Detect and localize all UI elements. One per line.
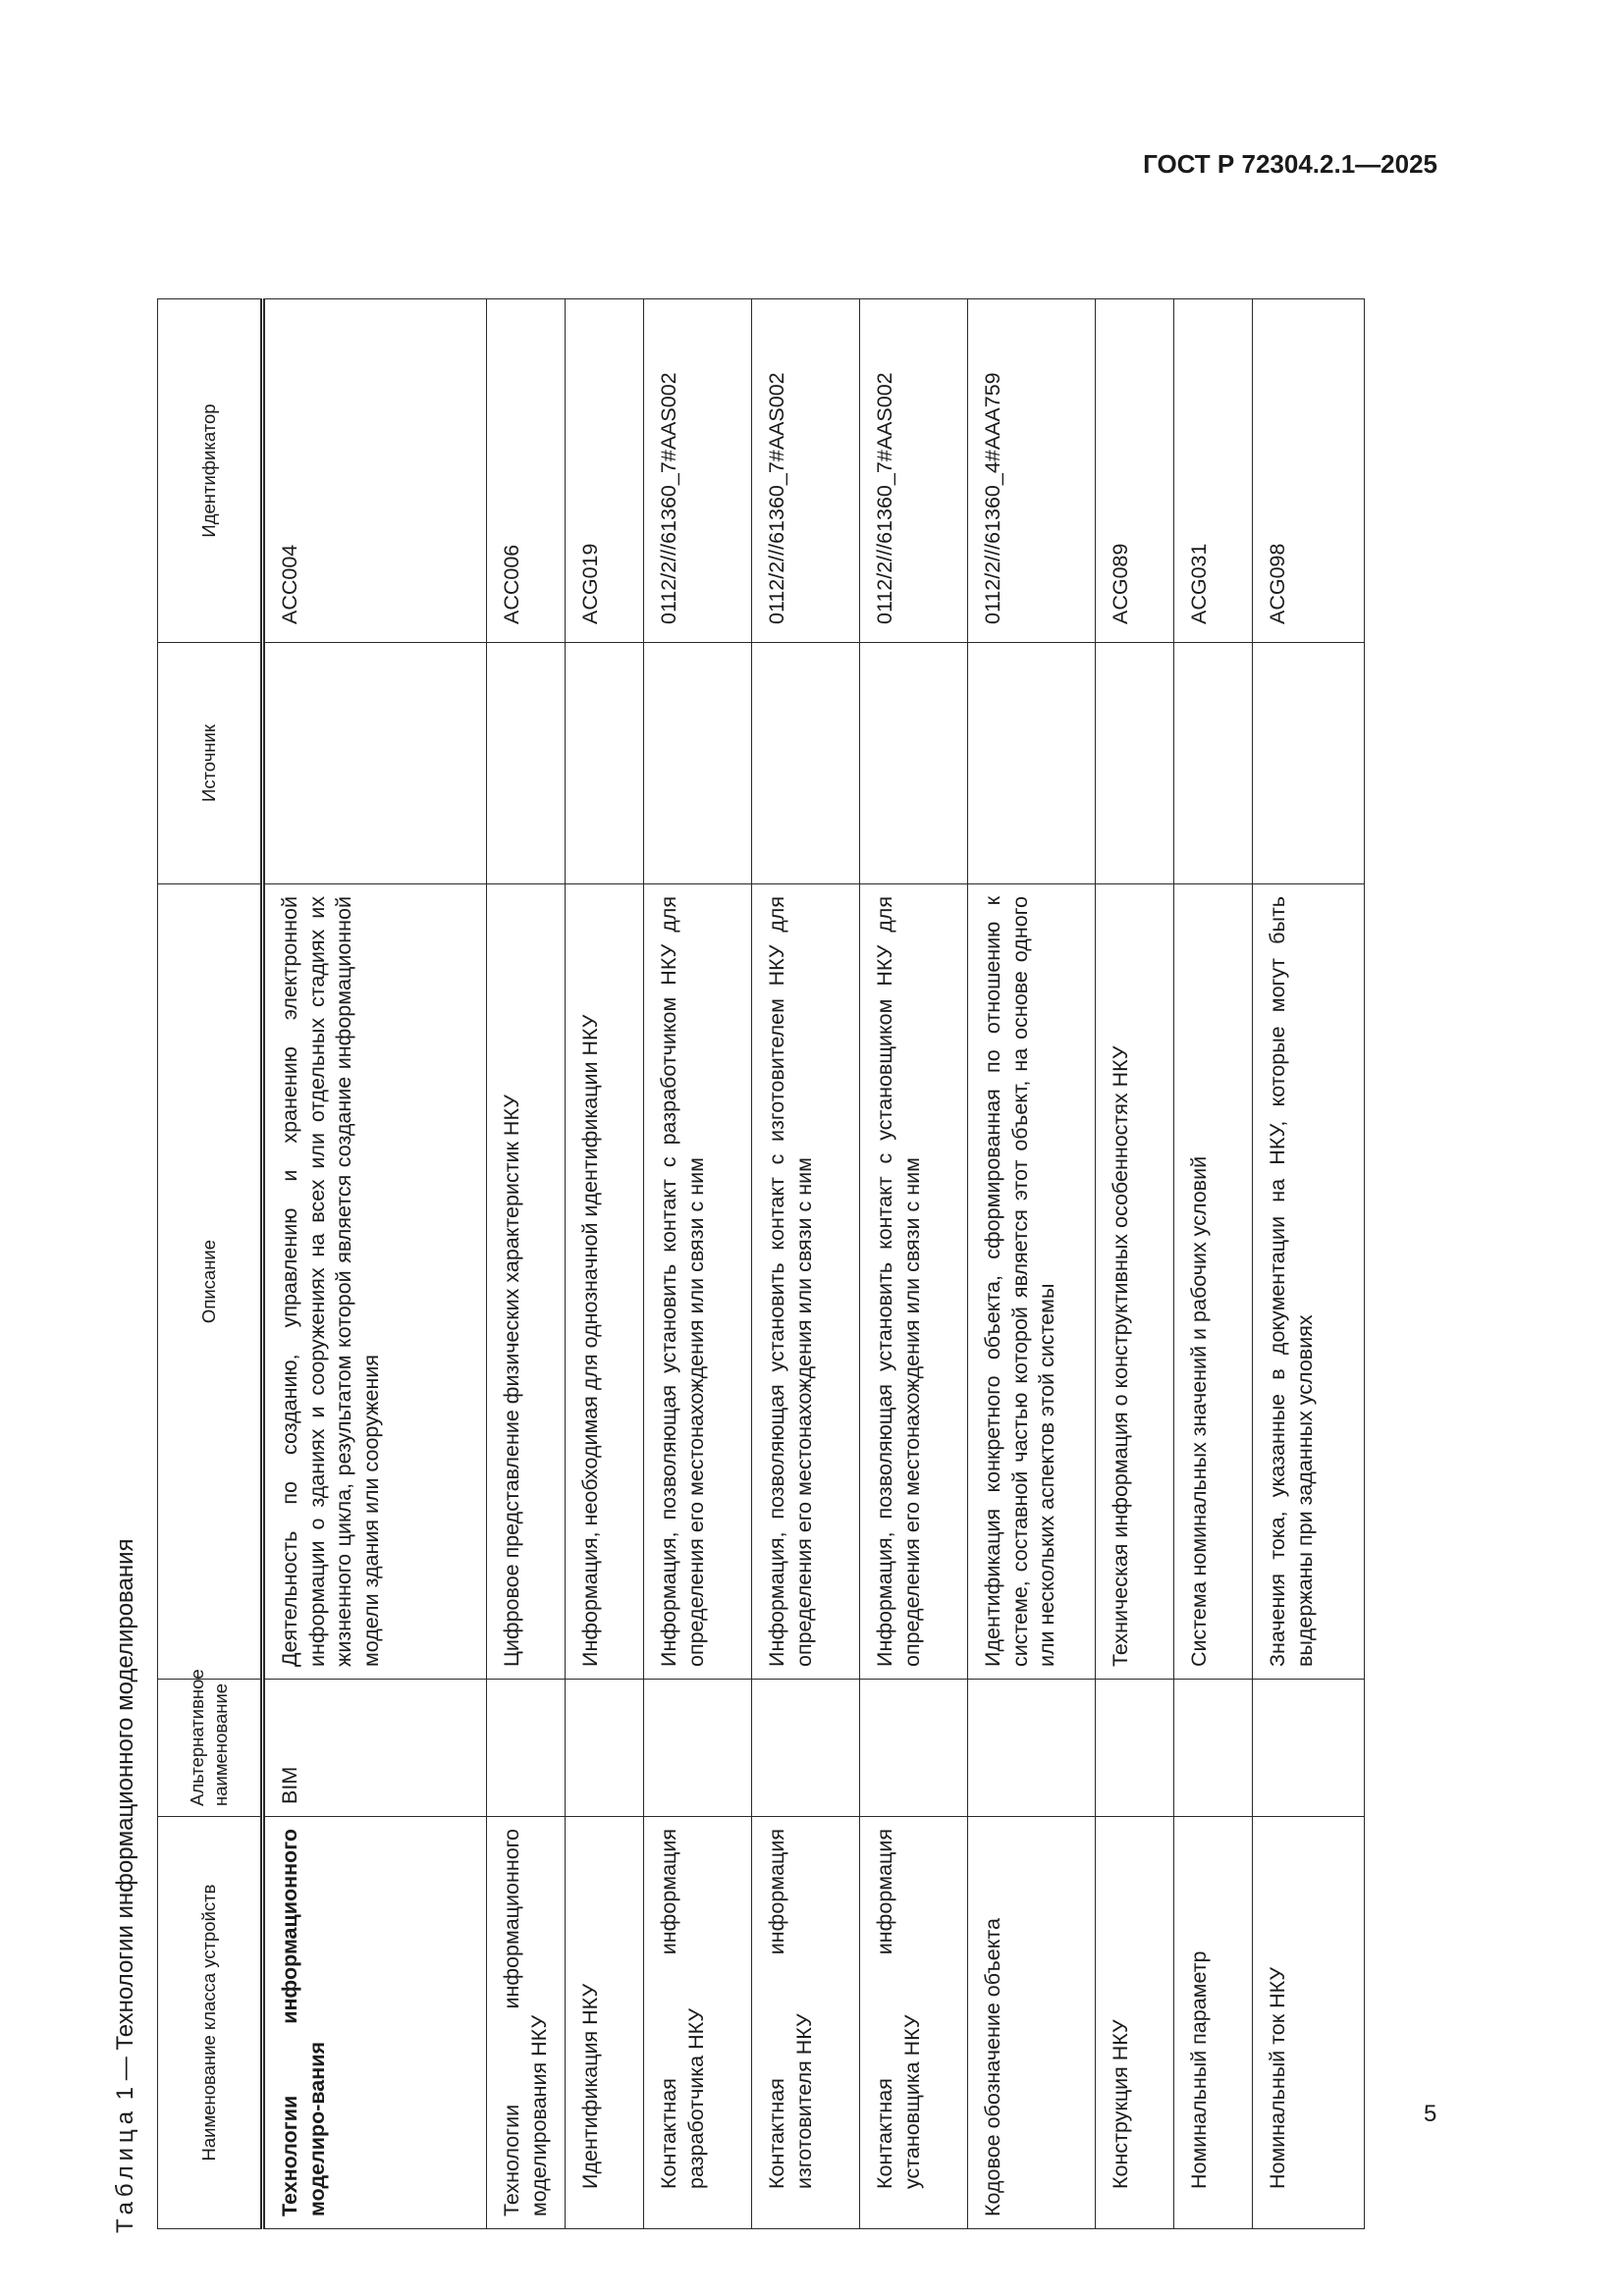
table-row <box>263 299 487 2229</box>
table-row <box>1096 299 1174 2229</box>
table-row <box>487 299 566 2229</box>
cell-desc: Деятельность по созданию, управлению и хранению электронной информации о зданиях и сооружениях на всех или отдельных стадиях их жизненного цикла, результатом которой является создание информационной модели здания или сооружения <box>263 884 487 1680</box>
cell-name: Номинальный параметр <box>1174 1817 1253 2229</box>
cell-alt <box>566 1680 644 1817</box>
cell-desc: Информация, позволяющая установить контакт с разработчиком НКУ для определения его местонахождения или связи с ним <box>644 884 752 1680</box>
cell-alt <box>1174 1680 1253 1817</box>
cell-desc: Техническая информация о конструктивных особенностях НКУ <box>1096 884 1174 1680</box>
cell-source <box>860 643 968 884</box>
cell-alt: BIM <box>263 1680 487 1817</box>
table-row <box>644 299 752 2229</box>
document-code: ГОСТ Р 72304.2.1—2025 <box>1143 149 1437 179</box>
table-row <box>1174 299 1253 2229</box>
cell-source <box>1174 643 1253 884</box>
cell-desc: Идентификация конкретного объекта, сформированная по отношению к системе, составной частью которой является этот объект, на основе одного или нескольких аспектов этой системы <box>968 884 1096 1680</box>
cell-source <box>1253 643 1365 884</box>
rotated-table-area <box>108 270 1345 2233</box>
cell-alt <box>487 1680 566 1817</box>
cell-source <box>263 643 487 884</box>
cell-alt <box>644 1680 752 1817</box>
cell-id: ACG098 <box>1253 299 1365 643</box>
cell-alt <box>752 1680 860 1817</box>
cell-id: 0112/2///61360_4#AAA759 <box>968 299 1096 643</box>
col-header-device-class: Наименование класса устройств <box>158 1817 263 2229</box>
cell-name: Технологии информационного моделиро-вания <box>263 1817 487 2229</box>
cell-id: ACC004 <box>263 299 487 643</box>
caption-label: Таблица <box>112 2106 138 2233</box>
table-row <box>566 299 644 2229</box>
cell-source <box>566 643 644 884</box>
cell-name: Кодовое обозначение объекта <box>968 1817 1096 2229</box>
cell-name: Конструкция НКУ <box>1096 1817 1174 2229</box>
table-row <box>968 299 1096 2229</box>
cell-source <box>644 643 752 884</box>
cell-source <box>487 643 566 884</box>
table-header-row <box>158 299 263 2229</box>
col-header-source: Источник <box>158 643 263 884</box>
page-number: 5 <box>1424 2101 1437 2127</box>
cell-alt <box>1253 1680 1365 1817</box>
cell-source <box>968 643 1096 884</box>
col-header-identifier: Идентификатор <box>158 299 263 643</box>
cell-id: 0112/2///61360_7#AAS002 <box>860 299 968 643</box>
modeling-technologies-table <box>157 298 1365 2229</box>
table-caption <box>112 1538 139 2233</box>
cell-name: Идентификация НКУ <box>566 1817 644 2229</box>
cell-desc: Система номинальных значений и рабочих условий <box>1174 884 1253 1680</box>
cell-desc: Цифровое представление физических характеристик НКУ <box>487 884 566 1680</box>
cell-desc: Информация, позволяющая установить контакт с изготовителем НКУ для определения его местонахождения или связи с ним <box>752 884 860 1680</box>
col-header-description: Описание <box>158 884 263 1680</box>
cell-name: Контактная информация разработчика НКУ <box>644 1817 752 2229</box>
table-row <box>1253 299 1365 2229</box>
cell-id: 0112/2///61360_7#AAS002 <box>644 299 752 643</box>
cell-name: Контактная информация изготовителя НКУ <box>752 1817 860 2229</box>
cell-alt <box>1096 1680 1174 1817</box>
cell-alt <box>968 1680 1096 1817</box>
cell-id: ACC006 <box>487 299 566 643</box>
cell-source <box>752 643 860 884</box>
cell-source <box>1096 643 1174 884</box>
cell-id: ACG031 <box>1174 299 1253 643</box>
caption-text: 1 — Технологии информационного моделирования <box>112 1538 138 2107</box>
col-header-alt-name: Альтернативное наименование <box>158 1680 263 1817</box>
cell-desc: Информация, необходимая для однозначной идентификации НКУ <box>566 884 644 1680</box>
cell-id: 0112/2///61360_7#AAS002 <box>752 299 860 643</box>
cell-alt <box>860 1680 968 1817</box>
cell-name: Номинальный ток НКУ <box>1253 1817 1365 2229</box>
table-row <box>860 299 968 2229</box>
cell-name: Контактная информация установщика НКУ <box>860 1817 968 2229</box>
cell-name: Технологии информационного моделирования НКУ <box>487 1817 566 2229</box>
table-row <box>752 299 860 2229</box>
cell-id: ACG089 <box>1096 299 1174 643</box>
cell-id: ACG019 <box>566 299 644 643</box>
cell-desc: Информация, позволяющая установить контакт с установщиком НКУ для определения его местонахождения или связи с ним <box>860 884 968 1680</box>
cell-desc: Значения тока, указанные в документации на НКУ, которые могут быть выдержаны при заданных условиях <box>1253 884 1365 1680</box>
